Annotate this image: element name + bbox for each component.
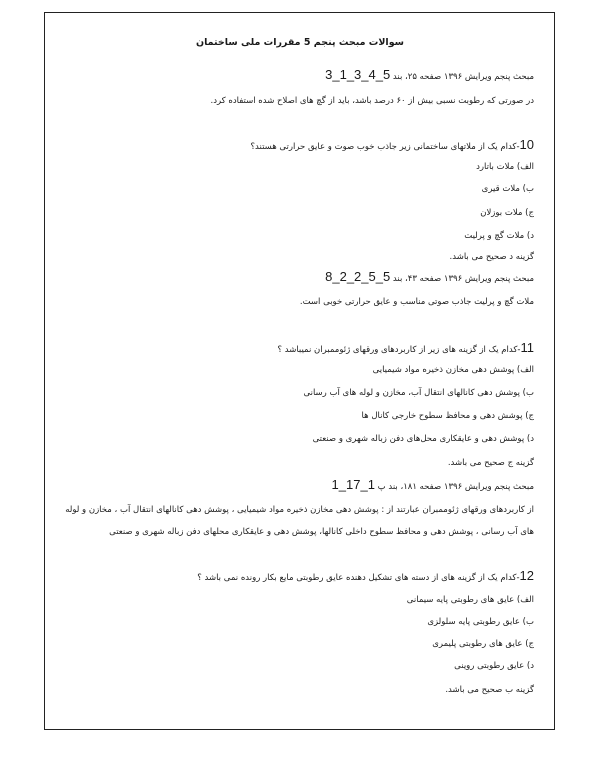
q12-number: 12 xyxy=(519,570,534,583)
q12-text: -کدام یک از گزینه های از دسته های تشکیل دهنده عایق رطوبتی مایع بکار رونده نمی باشد ؟ xyxy=(197,573,520,583)
q11-ref-number: 1_17_1 xyxy=(331,479,375,492)
q10-ref-prefix: مبحث پنجم ویرایش ۱۳۹۶ صفحه ۴۳، بند xyxy=(390,274,534,284)
q11-explanation: از کاربردهای ورقهای ژئوممبران عبارتند از : پوشش دهی مخازن ذخیره مواد شیمیایی ، پوشش دهی کانالهای انتقال آب ، مخازن و لوله های آب رسانی ، پوشش دهی و محافظ سطوح داخلی کانالها، پوشش دهی و عایقکاری محلهای دفن زباله شهری و صنعتی xyxy=(65,505,534,537)
q11-reference xyxy=(66,479,534,493)
q12-option-a: الف) عایق های رطوبتی پایه سیمانی xyxy=(406,595,534,605)
q10-reference xyxy=(66,271,534,285)
q11-option-c: ج) پوشش دهی و محافظ سطوح خارجی کانال ها xyxy=(361,411,534,421)
q12-option-b: ب) عایق رطوبتی پایه سلولزی xyxy=(427,617,534,627)
page-title: سوالات مبحث پنجم 5 مقررات ملی ساختمان xyxy=(195,37,404,48)
intro-text: در صورتی که رطوبت نسبی بیش از ۶۰ درصد باشد، باید از گچ های اصلاح شده استفاده کرد. xyxy=(210,96,534,106)
q10-answer: گزینه د صحیح می باشد. xyxy=(449,252,534,262)
q10-option-d: د) ملات گچ و پرلیت xyxy=(464,231,534,241)
q10-option-b: ب) ملات قیری xyxy=(481,184,534,194)
q11-option-b: ب) پوشش دهی کانالهای انتقال آب، مخازن و لوله های آب رسانی xyxy=(303,388,534,398)
intro-reference xyxy=(66,69,534,83)
q11-option-a: الف) پوشش دهی مخازن ذخیره مواد شیمیایی xyxy=(372,365,534,375)
q10-ref-number: 5_5_2_2_8 xyxy=(325,271,391,284)
q12-option-c: ج) عایق های رطوبتی پلیمری xyxy=(432,639,534,649)
q10-number: 10 xyxy=(519,139,534,152)
q11-number: 11 xyxy=(520,342,534,355)
q10-option-c: ج) ملات بوزلان xyxy=(480,208,534,218)
q11-answer: گزینه ج صحیح می باشد. xyxy=(447,458,534,468)
intro-ref-prefix: مبحث پنجم ویرایش ۱۳۹۶ صفحه ۲۵، بند xyxy=(390,72,534,82)
q10-question xyxy=(66,139,534,153)
q10-explanation: ملات گچ و پرلیت جاذب صوتی مناسب و عایق حرارتی خوبی است. xyxy=(299,297,534,307)
q11-text: -کدام یک از گزینه های زیر از کاربردهای ورقهای ژئوممبران نمیباشد ؟ xyxy=(277,345,521,355)
q11-question xyxy=(66,342,534,356)
q11-ref-prefix: مبحث پنجم ویرایش ۱۳۹۶ صفحه ۱۸۱، بند پ xyxy=(374,482,534,492)
q12-answer: گزینه ب صحیح می باشد. xyxy=(445,685,534,695)
q12-question xyxy=(66,570,534,584)
intro-ref-number: 5_4_3_1_3 xyxy=(325,69,391,82)
q12-option-d: د) عایق رطوبتی روینی xyxy=(454,661,534,671)
q11-option-d: د) پوشش دهی و عایقکاری محل‌های دفن زباله شهری و صنعتی xyxy=(312,434,534,444)
q10-text: -کدام یک از ملاتهای ساختمانی زیر جاذب خوب صوت و عایق حرارتی هستند؟ xyxy=(250,142,520,152)
q10-option-a: الف) ملات باتارد xyxy=(476,162,534,172)
